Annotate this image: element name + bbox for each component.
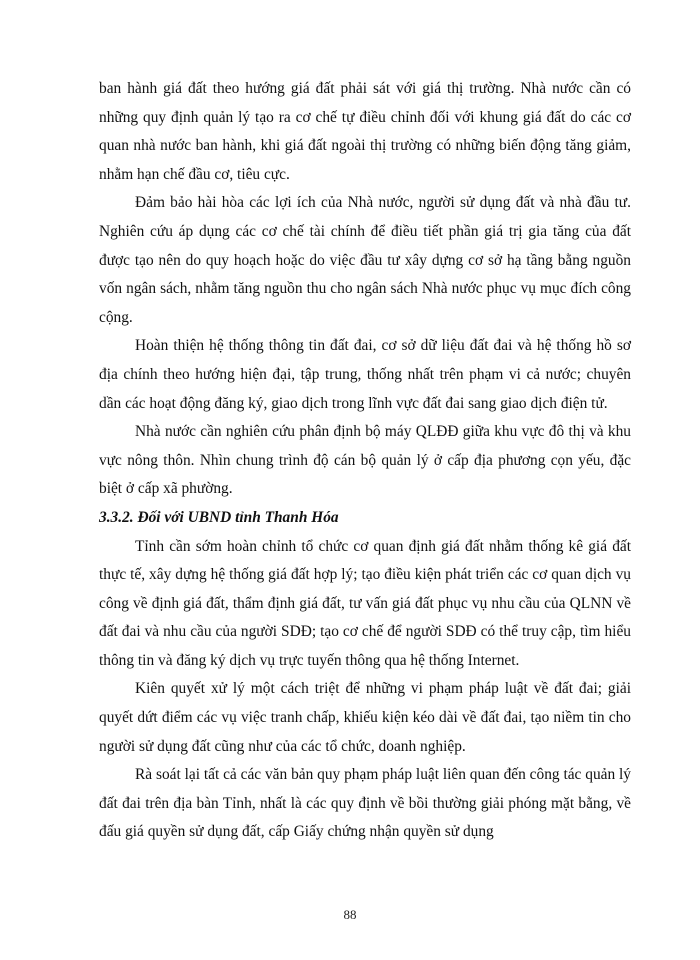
paragraph: Rà soát lại tất cả các văn bản quy phạm pháp luật liên quan đến công tác quản lý đất đai trên địa bàn Tỉnh, nhất là các quy định về bồi thường giải phóng mặt bằng, về đấu giá quyền sử dụng đất, cấp Giấy chứng nhận quyền sử dụng bbox=[99, 766, 631, 841]
paragraph: ban hành giá đất theo hướng giá đất phải sát với giá thị trường. Nhà nước cần có những quy định quản lý tạo ra cơ chế tự điều chỉnh đối với khung giá đất do các cơ quan nhà nước ban hành, khi giá đất ngoài thị trường có những biến động tăng giảm, nhằm hạn chế đầu cơ, tiêu cực. bbox=[99, 80, 631, 183]
page-number: 88 bbox=[343, 907, 357, 922]
paragraph: Đảm bảo hài hòa các lợi ích của Nhà nước, người sử dụng đất và nhà đầu tư. Nghiên cứu áp dụng các cơ chế tài chính để điều tiết phần giá trị gia tăng của đất được tạo nên do quy hoạch hoặc do việc đầu tư xây dựng cơ sở hạ tầng bằng nguồn vốn ngân sách, nhằm tăng nguồn thu cho ngân sách Nhà nước phục vụ mục đích công cộng. bbox=[99, 194, 631, 326]
document-body bbox=[99, 75, 631, 847]
section-heading: 3.3.2. Đối với UBND tỉnh Thanh Hóa bbox=[99, 508, 339, 526]
paragraph: Hoàn thiện hệ thống thông tin đất đai, cơ sở dữ liệu đất đai và hệ thống hồ sơ địa chính theo hướng hiện đại, tập trung, thống nhất trên phạm vi cả nước; chuyên dần các hoạt động đăng ký, giao dịch trong lĩnh vực đất đai sang giao dịch điện tử. bbox=[99, 337, 631, 412]
paragraph: Kiên quyết xử lý một cách triệt để những vi phạm pháp luật về đất đai; giải quyết dứt điểm các vụ việc tranh chấp, khiếu kiện kéo dài về đất đai, tạo niềm tin cho người sử dụng đất cũng như của các tổ chức, doanh nghiệp. bbox=[99, 680, 631, 755]
paragraph: Nhà nước cần nghiên cứu phân định bộ máy QLĐĐ giữa khu vực đô thị và khu vực nông thôn. Nhìn chung trình độ cán bộ quản lý ở cấp địa phương cọn yếu, đặc biệt ở cấp xã phường. bbox=[99, 423, 631, 498]
paragraph: Tỉnh cần sớm hoàn chỉnh tổ chức cơ quan định giá đất nhằm thống kê giá đất thực tế, xây dựng hệ thống giá đất hợp lý; tạo điều kiện phát triển các cơ quan dịch vụ công về định giá đất, thẩm định giá đất, tư vấn giá đất phục vụ nhu cầu của QLNN về đất đai và nhu cầu của người SDĐ; tạo cơ chế để người SDĐ có thể truy cập, tìm hiểu thông tin và đăng ký dịch vụ trực tuyến thông qua hệ thống Internet. bbox=[99, 537, 631, 669]
